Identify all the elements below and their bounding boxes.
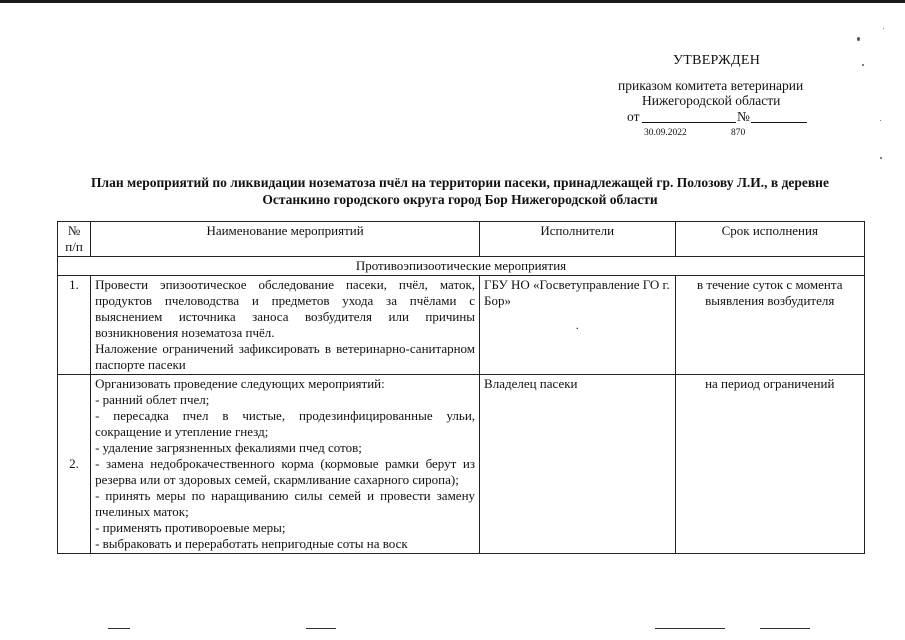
row-term: в течение суток с момента выявления возбудителя bbox=[675, 276, 864, 375]
scan-speck bbox=[857, 37, 860, 41]
row-number: 1. bbox=[58, 276, 91, 375]
scan-bottom-line bbox=[655, 628, 725, 629]
measure-line: - пересадка пчел в чистые, продезинфицированные ульи, сокращение и утепление гнезд; bbox=[95, 408, 476, 439]
scan-speck bbox=[880, 120, 881, 121]
row-measure bbox=[91, 375, 480, 554]
header-name: Наименование мероприятий bbox=[91, 222, 480, 257]
header-term: Срок исполнения bbox=[675, 222, 864, 257]
row-executors bbox=[480, 276, 675, 375]
approval-line-1: приказом комитета ветеринарии bbox=[618, 78, 804, 93]
table-row bbox=[58, 276, 865, 375]
approval-title: УТВЕРЖДЕН bbox=[673, 53, 761, 68]
header-number: № п/п bbox=[58, 222, 91, 257]
scan-bottom-line bbox=[108, 628, 130, 629]
order-number: 870 bbox=[731, 128, 746, 138]
approval-line-2: Нижегородской области bbox=[642, 93, 781, 108]
scan-speck bbox=[880, 157, 882, 159]
measure-line: - принять меры по наращиванию силы семей и провести замену пчелиных маток; bbox=[95, 488, 476, 519]
scan-speck bbox=[883, 28, 884, 29]
table-header-row bbox=[58, 222, 865, 257]
order-from-label: от bbox=[627, 109, 640, 124]
measure-line: Организовать проведение следующих мероприятий: bbox=[95, 376, 385, 391]
scan-speck bbox=[862, 64, 864, 66]
row-executors: Владелец пасеки bbox=[480, 375, 675, 554]
header-executors: Исполнители bbox=[480, 222, 675, 257]
order-date-line bbox=[642, 122, 736, 123]
row-number: 2. bbox=[58, 375, 91, 554]
section-title: Противоэпизоотические мероприятия bbox=[58, 257, 865, 276]
table-row bbox=[58, 375, 865, 554]
row-measure bbox=[91, 276, 480, 375]
scan-bottom-line bbox=[306, 628, 336, 629]
document-title: План мероприятий по ликвидации нозематоза пчёл на территории пасеки, принадлежащей гр. Полозову Л.И., в деревне Останкино городского округа город Бор Нижегородской области bbox=[91, 175, 829, 207]
section-row bbox=[58, 257, 865, 276]
order-number-line bbox=[751, 122, 807, 123]
measure-line: - замена недоброкачественного корма (кормовые рамки берут из резерва или от здоровых семей, скармливание сахарного сиропа); bbox=[95, 456, 476, 487]
measure-line: - удаление загрязненных фекалиями пчед сотов; bbox=[95, 440, 362, 455]
measure-line: Наложение ограничений зафиксировать в ветеринарно-санитарном паспорте пасеки bbox=[95, 341, 476, 372]
executors-mark: · bbox=[575, 321, 580, 335]
measure-line: - выбраковать и переработать непригодные соты на воск bbox=[95, 536, 408, 551]
measures-table bbox=[57, 221, 865, 554]
executors-text: ГБУ НО «Госветуправление ГО г. Бор» bbox=[484, 277, 670, 308]
scan-top-edge bbox=[0, 0, 905, 3]
measure-line: - применять противороевые меры; bbox=[95, 520, 286, 535]
order-number-label: № bbox=[737, 109, 750, 124]
scan-bottom-line bbox=[760, 628, 810, 629]
order-date: 30.09.2022 bbox=[644, 128, 687, 138]
measure-line: - ранний облет пчел; bbox=[95, 392, 210, 407]
row-term: на период ограничений bbox=[675, 375, 864, 554]
measure-line: Провести эпизоотическое обследование пасеки, пчёл, маток, продуктов пчеловодства и предметов ухода за пчёлами с выяснением источника заноса возбудителя или причины возникновения нозематоза пчёл. bbox=[95, 277, 476, 340]
order-reference bbox=[627, 108, 837, 138]
